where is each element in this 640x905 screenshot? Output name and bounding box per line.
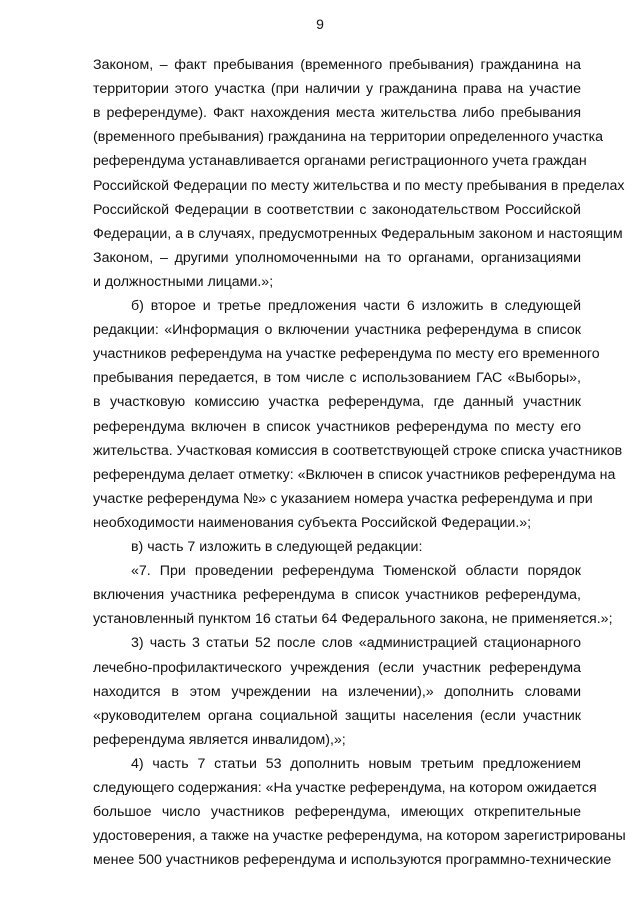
- text-line: Российской Федерации в соответствии с законодательством Российской: [93, 201, 581, 218]
- text-line: удостоверения, а также на участке референдума, на котором зарегистрированы: [93, 828, 626, 845]
- text-line: в) часть 7 изложить в следующей редакции:: [131, 539, 423, 555]
- text-line: находится в этом учреждении на излечении),» дополнить словами: [93, 683, 581, 700]
- text-line: в участковую комиссию участка референдума, где данный участник: [93, 394, 581, 411]
- text-line: необходимости наименования субъекта Российской Федерации.»;: [93, 514, 532, 531]
- text-line: пребывания передается, в том числе с использованием ГАС «Выборы»,: [93, 370, 581, 387]
- text-line: территории этого участка (при наличии у гражданина права на участие: [93, 81, 581, 98]
- text-line: референдума является инвалидом),»;: [93, 731, 346, 748]
- text-line: 4) часть 7 статьи 53 дополнить новым третьим предложением: [131, 755, 581, 772]
- text-line: референдума делает отметку: «Включен в список участников референдума на: [93, 466, 616, 483]
- text-line: Законом, – факт пребывания (временного пребывания) гражданина на: [93, 57, 581, 73]
- text-line: Законом, – другими уполномоченными на то органами, организациями: [93, 249, 581, 266]
- text-line: 3) часть 3 статьи 52 после слов «администрацией стационарного: [131, 635, 581, 652]
- text-line: жительства. Участковая комиссия в соответствующей строке списка участников: [93, 442, 623, 459]
- text-line: референдума включен в список участников референдума по месту его: [93, 418, 581, 435]
- page-number: 9: [316, 16, 324, 32]
- text-line: большое число участников референдума, имеющих открепительные: [93, 804, 581, 821]
- text-line: и должностными лицами.»;: [93, 273, 274, 290]
- text-line: в референдуме). Факт нахождения места жительства либо пребывания: [93, 105, 581, 122]
- text-line: участников референдума на участке референдума по месту его временного: [93, 346, 600, 363]
- text-line: б) второе и третье предложения части 6 изложить в следующей: [131, 298, 581, 314]
- text-line: Российской Федерации по месту жительства и по месту пребывания в пределах: [93, 177, 625, 194]
- text-line: (временного пребывания) гражданина на территории определенного участка: [93, 129, 604, 146]
- text-line: следующего содержания: «На участке референдума, на котором ожидается: [93, 780, 597, 796]
- text-line: менее 500 участников референдума и используются программно-технические: [93, 852, 612, 869]
- text-line: Федерации, а в случаях, предусмотренных Федеральным законом и настоящим: [93, 225, 623, 242]
- text-line: включения участника референдума в список участников референдума,: [93, 587, 581, 604]
- text-line: референдума устанавливается органами регистрационного учета граждан: [93, 153, 587, 170]
- text-line: «7. При проведении референдума Тюменской области порядок: [131, 563, 581, 580]
- text-line: лечебно-профилактического учреждения (если участник референдума: [93, 659, 581, 676]
- text-line: участке референдума №» с указанием номера участка референдума и при: [93, 490, 593, 507]
- text-line: редакции: «Информация о включении участника референдума в список: [93, 322, 581, 339]
- text-line: установленный пунктом 16 статьи 64 Федерального закона, не применяется.»;: [93, 611, 613, 628]
- text-line: «руководителем органа социальной защиты населения (если участник: [93, 707, 581, 724]
